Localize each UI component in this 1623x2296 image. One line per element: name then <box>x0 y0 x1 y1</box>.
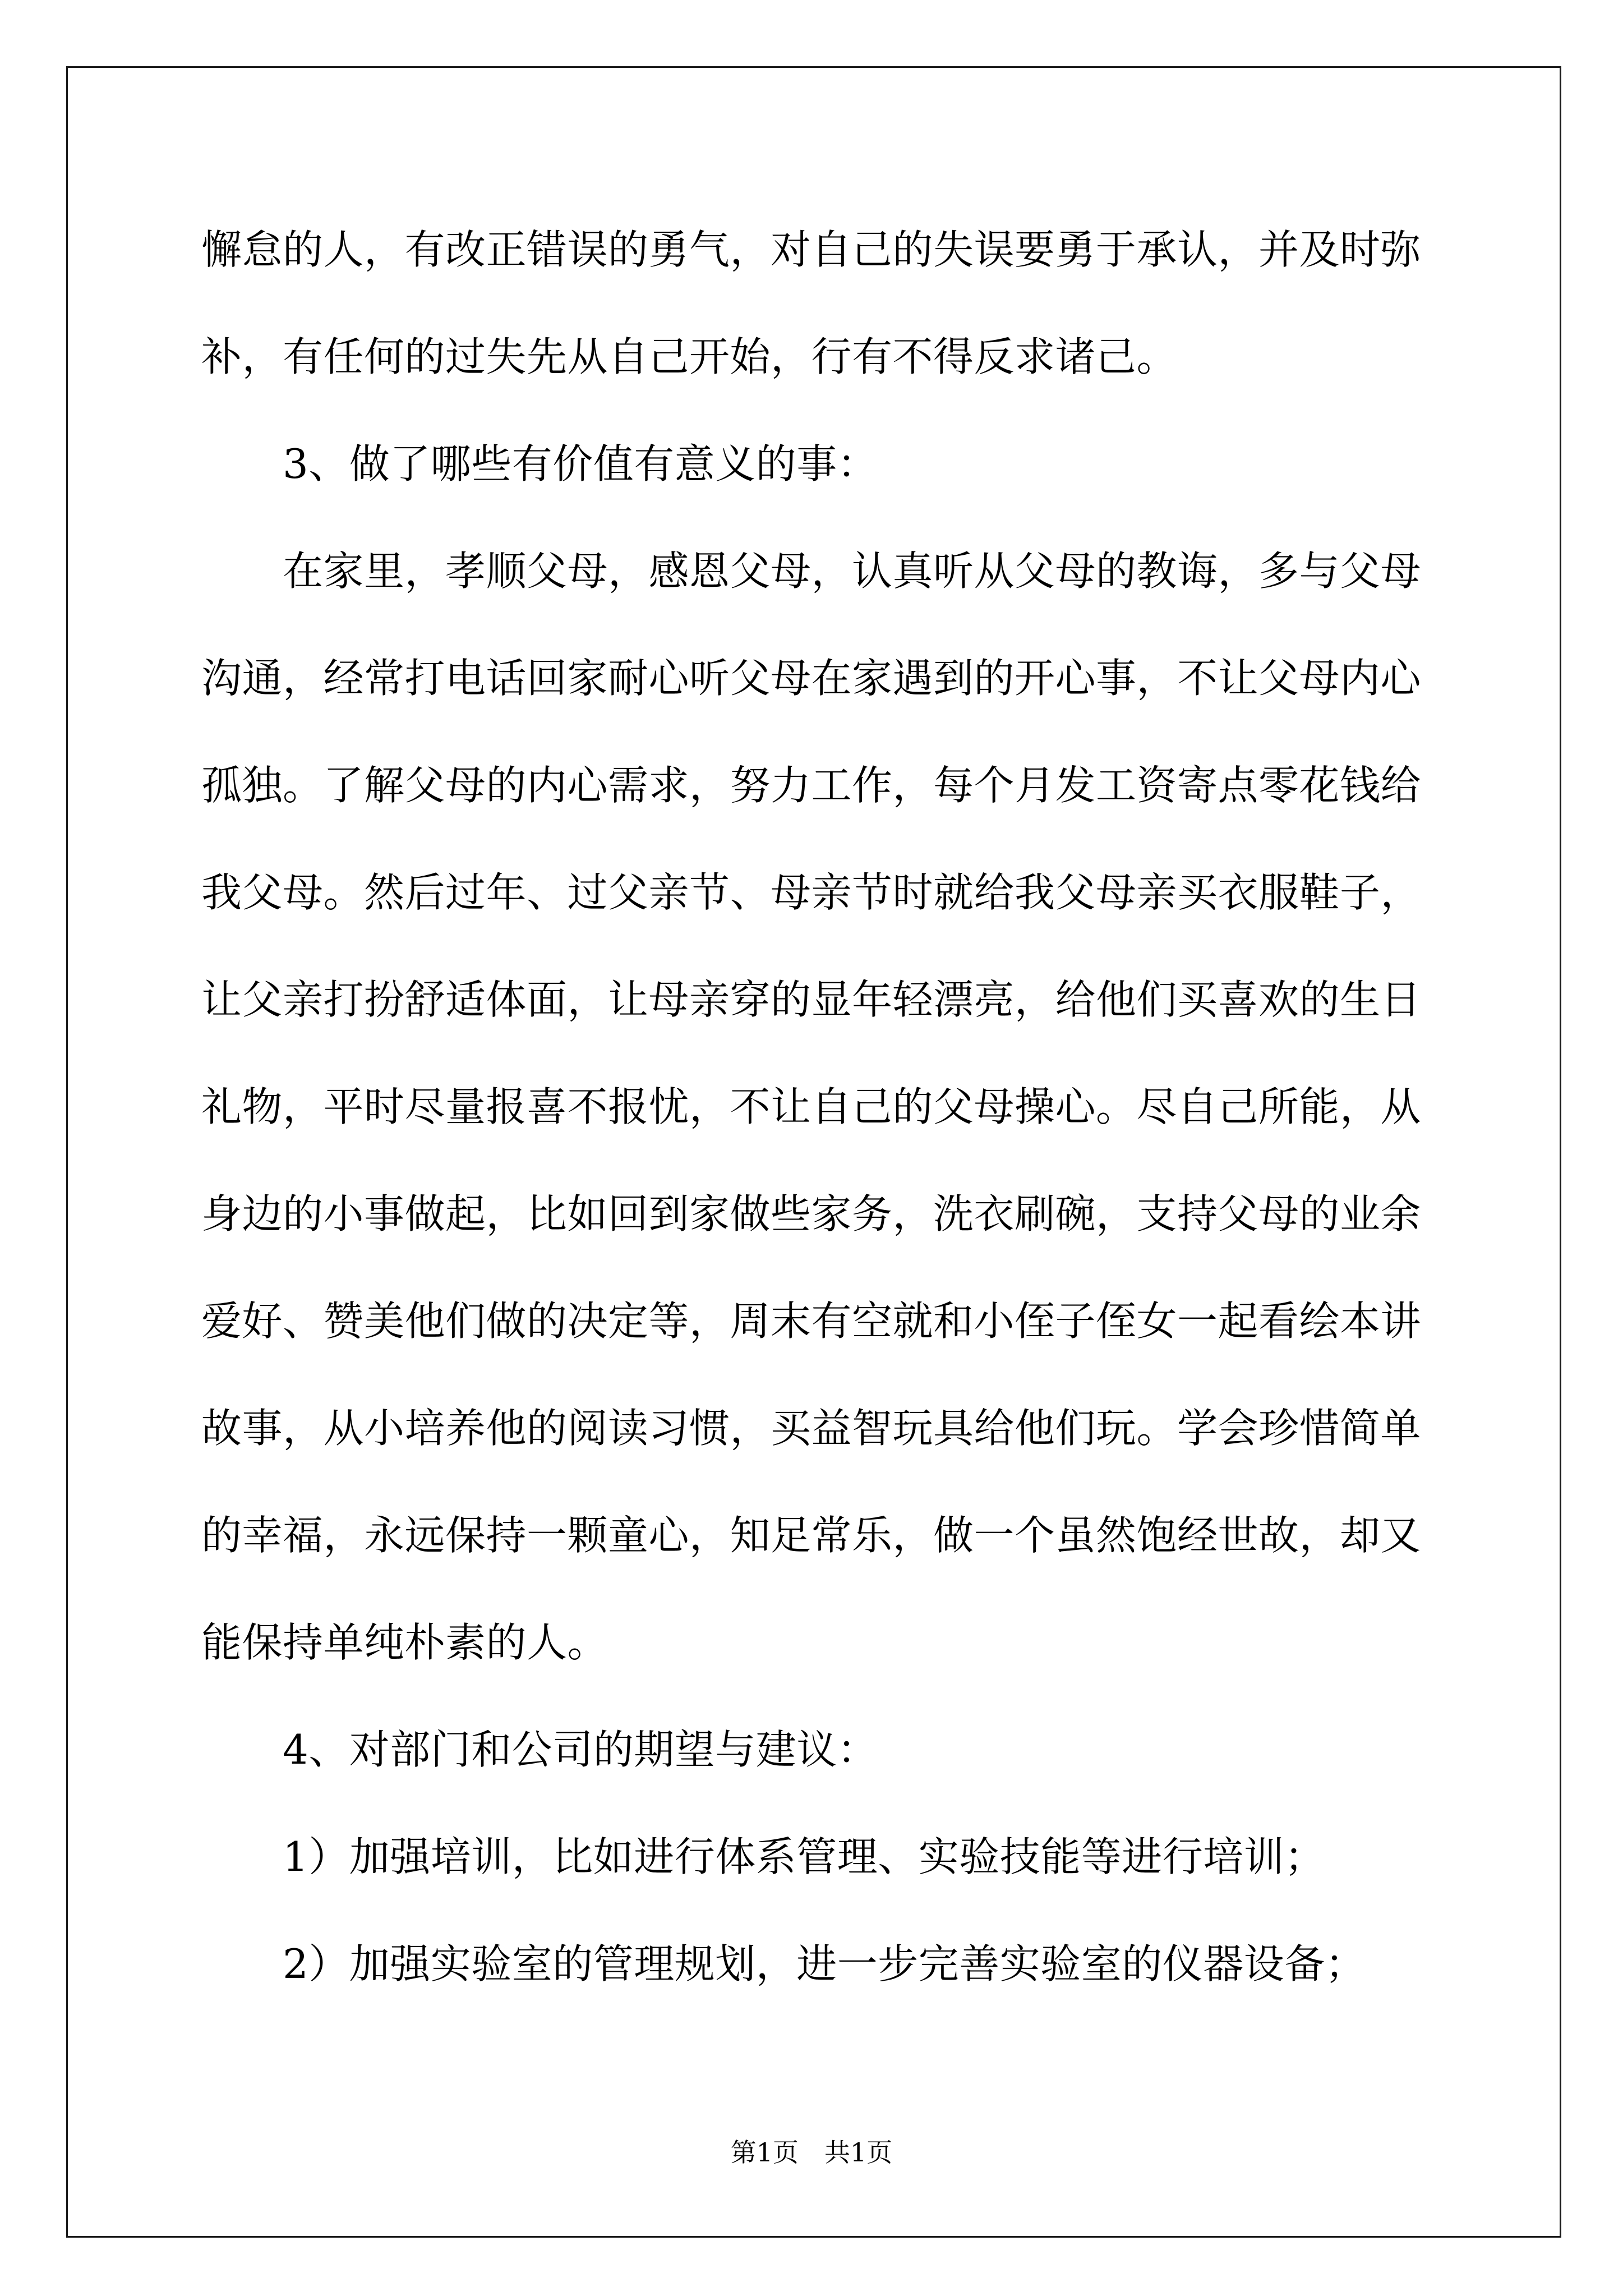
text-line: 礼物，平时尽量报喜不报忧，不让自己的父母操心。尽自己所能，从 <box>201 1083 1422 1130</box>
heading-line: 3、做了哪些有价值有意义的事： <box>283 440 878 487</box>
list-item: 2）加强实验室的管理规划，进一步完善实验室的仪器设备； <box>283 1940 1366 1987</box>
text-line: 能保持单纯朴素的人。 <box>201 1619 608 1666</box>
suggestion-item-2 <box>201 1911 1430 2018</box>
heading-line: 4、对部门和公司的期望与建议： <box>283 1726 878 1773</box>
text-line: 故事，从小培养他的阅读习惯，买益智玩具给他们玩。学会珍惜简单 <box>201 1405 1422 1452</box>
text-line: 沟通，经常打电话回家耐心听父母在家遇到的开心事，不让父母内心 <box>201 655 1422 702</box>
text-line: 的幸福，永远保持一颗童心，知足常乐，做一个虽然饱经世故，却又 <box>201 1512 1422 1559</box>
text-line: 我父母。然后过年、过父亲节、母亲节时就给我父母亲买衣服鞋子， <box>201 869 1422 916</box>
suggestion-item-1 <box>201 1803 1430 1911</box>
paragraph-family <box>201 518 1430 1696</box>
text-line: 让父亲打扮舒适体面，让母亲穿的显年轻漂亮，给他们买喜欢的生日 <box>201 976 1422 1023</box>
text-line: 在家里，孝顺父母，感恩父母，认真听从父母的教诲，多与父母 <box>283 547 1422 595</box>
text-line: 孤独。了解父母的内心需求，努力工作，每个月发工资寄点零花钱给 <box>201 762 1422 809</box>
list-item: 1）加强培训，比如进行体系管理、实验技能等进行培训； <box>283 1833 1325 1880</box>
document-body <box>201 196 1430 2018</box>
section-heading-4 <box>201 1696 1430 1803</box>
section-heading-3 <box>201 411 1430 518</box>
text-line: 爱好、赞美他们做的决定等，周末有空就和小侄子侄女一起看绘本讲 <box>201 1297 1422 1345</box>
text-line: 懈怠的人，有改正错误的勇气，对自己的失误要勇于承认，并及时弥 <box>201 226 1422 273</box>
paragraph-continuation <box>201 196 1430 411</box>
text-line: 身边的小事做起，比如回到家做些家务，洗衣刷碗，支持父母的业余 <box>201 1190 1422 1237</box>
page-number-footer: 第1页 共1页 <box>730 2137 893 2168</box>
text-line: 补，有任何的过失先从自己开始，行有不得反求诸己。 <box>201 333 1178 380</box>
